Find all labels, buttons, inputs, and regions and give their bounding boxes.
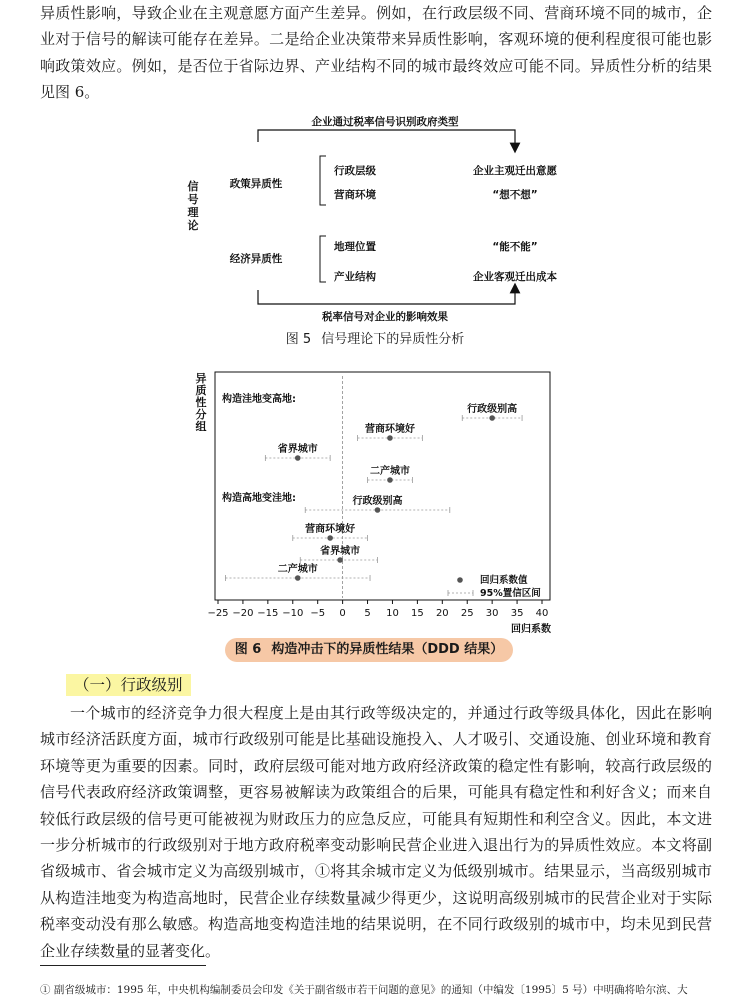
legend-point-label: 回归系数值 (480, 575, 528, 586)
coef-point (375, 507, 381, 513)
coef-point (327, 535, 333, 541)
figure-5-number: 图 5 (285, 332, 312, 347)
y-axis-label-char: 组 (195, 420, 207, 433)
x-tick-label: 30 (485, 608, 499, 619)
bottom-arrow-line (258, 288, 515, 304)
fig5-outcome: 企业客观迁出成本 (473, 271, 557, 283)
legend-point-marker (457, 577, 463, 583)
x-tick-label: 10 (386, 608, 399, 619)
point-label: 二产城市 (277, 564, 318, 575)
fig5-top-label: 企业通过税率信号识别政府类型 (311, 116, 459, 128)
fig5-group-economic: 经济异质性 (229, 253, 283, 265)
legend (448, 574, 541, 599)
fig5-bottom-label: 税率信号对企业的影响效果 (322, 311, 448, 323)
fig5-outcome: “想不想” (492, 189, 538, 201)
y-axis-label-char: 异 (195, 372, 207, 385)
bracket-bottom (320, 236, 326, 282)
y-axis-label-char: 质 (195, 384, 207, 397)
legend-interval-label: 95%置信区间 (480, 588, 541, 599)
figure-6-number: 图 6 (234, 642, 262, 657)
fig5-left-char: 论 (187, 219, 199, 232)
coef-point (295, 575, 301, 581)
x-tick-label: 0 (339, 608, 346, 619)
x-tick-label: 25 (460, 608, 474, 619)
figure-5-title: 信号理论下的异质性分析 (321, 332, 465, 347)
y-axis-title (196, 371, 207, 433)
point-label: 行政级别高 (467, 404, 518, 415)
coef-point (489, 415, 495, 421)
y-axis-label-char: 分 (195, 408, 207, 421)
fig5-left-char: 信 (187, 180, 199, 193)
fig5-group-policy: 政策异质性 (229, 178, 283, 190)
coef-point (387, 435, 393, 441)
figure-6-chart (190, 368, 560, 636)
x-tick-label: 40 (535, 608, 549, 619)
point-label: 省界城市 (277, 444, 318, 455)
fig5-item: 营商环境 (334, 189, 376, 201)
group-label-2: 构造高地变洼地: (222, 493, 296, 504)
fig5-left-char: 号 (187, 193, 199, 206)
coef-point (387, 477, 393, 483)
y-axis-label (196, 371, 207, 433)
figure-5-diagram (0, 106, 750, 328)
point-label: 营商环境好 (364, 424, 415, 435)
section-heading: （一）行政级别 (66, 674, 191, 696)
y-axis-label-char: 性 (195, 396, 207, 409)
figure-6-caption (225, 638, 513, 662)
x-axis-label: 回归系数 (511, 624, 551, 635)
x-tick-label: −15 (257, 608, 279, 619)
x-tick-label: −5 (310, 608, 326, 619)
figure-5-caption (0, 328, 750, 347)
fig5-item: 产业结构 (334, 271, 376, 283)
x-tick-label: 20 (435, 608, 449, 619)
figure-6-title: 构造冲击下的异质性结果（DDD 结果） (271, 642, 504, 657)
x-tick-label: −10 (282, 608, 304, 619)
footnote-divider (40, 965, 206, 966)
point-label: 二产城市 (369, 466, 410, 477)
group-label-1: 构造洼地变高地: (222, 394, 296, 405)
x-tick-label: 5 (364, 608, 371, 619)
top-arrow-line (258, 130, 515, 148)
fig5-outcome: “能不能” (492, 241, 538, 253)
fig5-item: 行政层级 (334, 165, 376, 177)
fig5-item: 地理位置 (334, 241, 376, 253)
x-tick-label: −20 (232, 608, 254, 619)
x-tick-label: 35 (510, 608, 524, 619)
fig5-left-char: 理 (187, 206, 199, 219)
x-tick-label: 15 (411, 608, 424, 619)
body-paragraph-top: 异质性影响，导致企业在主观意愿方面产生差异。例如，在行政层级不同、营商环境不同的城市，企业对于信号的解读可能存在差异。二是给企业决策带来异质性影响，客观环境的便利程度很可能也影响政策效应。例如，是否位于省际边界、产业结构不同的城市最终效应可能不同。异质性分析的结果见图 6。 (40, 4, 712, 102)
point-label: 省界城市 (320, 546, 361, 557)
body-paragraph-main: 一个城市的经济竞争力很大程度上是由其行政等级决定的，并通过行政等级具体化，因此在影响城市经济活跃度方面，城市行政级别可能是比基础设施投入、人才吸引、交通设施、创业环境和教育环境等更为重要的因素。同时，政府层级可能对地方政府经济政策的稳定性有影响，较高行政层级的信号代表政府经济政策调整，更容易被解读为政策组合的后果，可能具有稳定性和利好含义；而来自较低行政层级的信号更可能被视为财政压力的应急反应，可能具有短期性和利空含义。因此，本文进一步分析城市的行政级别对于地方政府税率变动影响民营企业进入退出行为的异质性效应。本文将副省级城市、省会城市定义为高级别城市，①将其余城市定义为低级别城市。结果显示，当高级别城市从构造洼地变为构造高地时，民营企业存续数量减少得更少，这说明高级别城市的民营企业对于实际税率变动没有那么敏感。构造高地变构造洼地的结果说明，在不同行政级别的城市中，均未见到民营企业存续数量的显著变化。 (40, 704, 712, 960)
point-label: 行政级别高 (352, 496, 403, 507)
x-tick-label: −25 (207, 608, 229, 619)
point-label: 营商环境好 (305, 524, 356, 535)
fig5-outcome: 企业主观迁出意愿 (473, 165, 557, 177)
coef-point (337, 557, 343, 563)
footnote: ① 副省级城市：1995 年，中央机构编制委员会印发《关于副省级市若干问题的意见》的通知（中编发〔1995〕5 号）中明确将哈尔滨、大 (40, 984, 688, 996)
coef-point (295, 455, 301, 461)
bracket-top (320, 156, 326, 205)
